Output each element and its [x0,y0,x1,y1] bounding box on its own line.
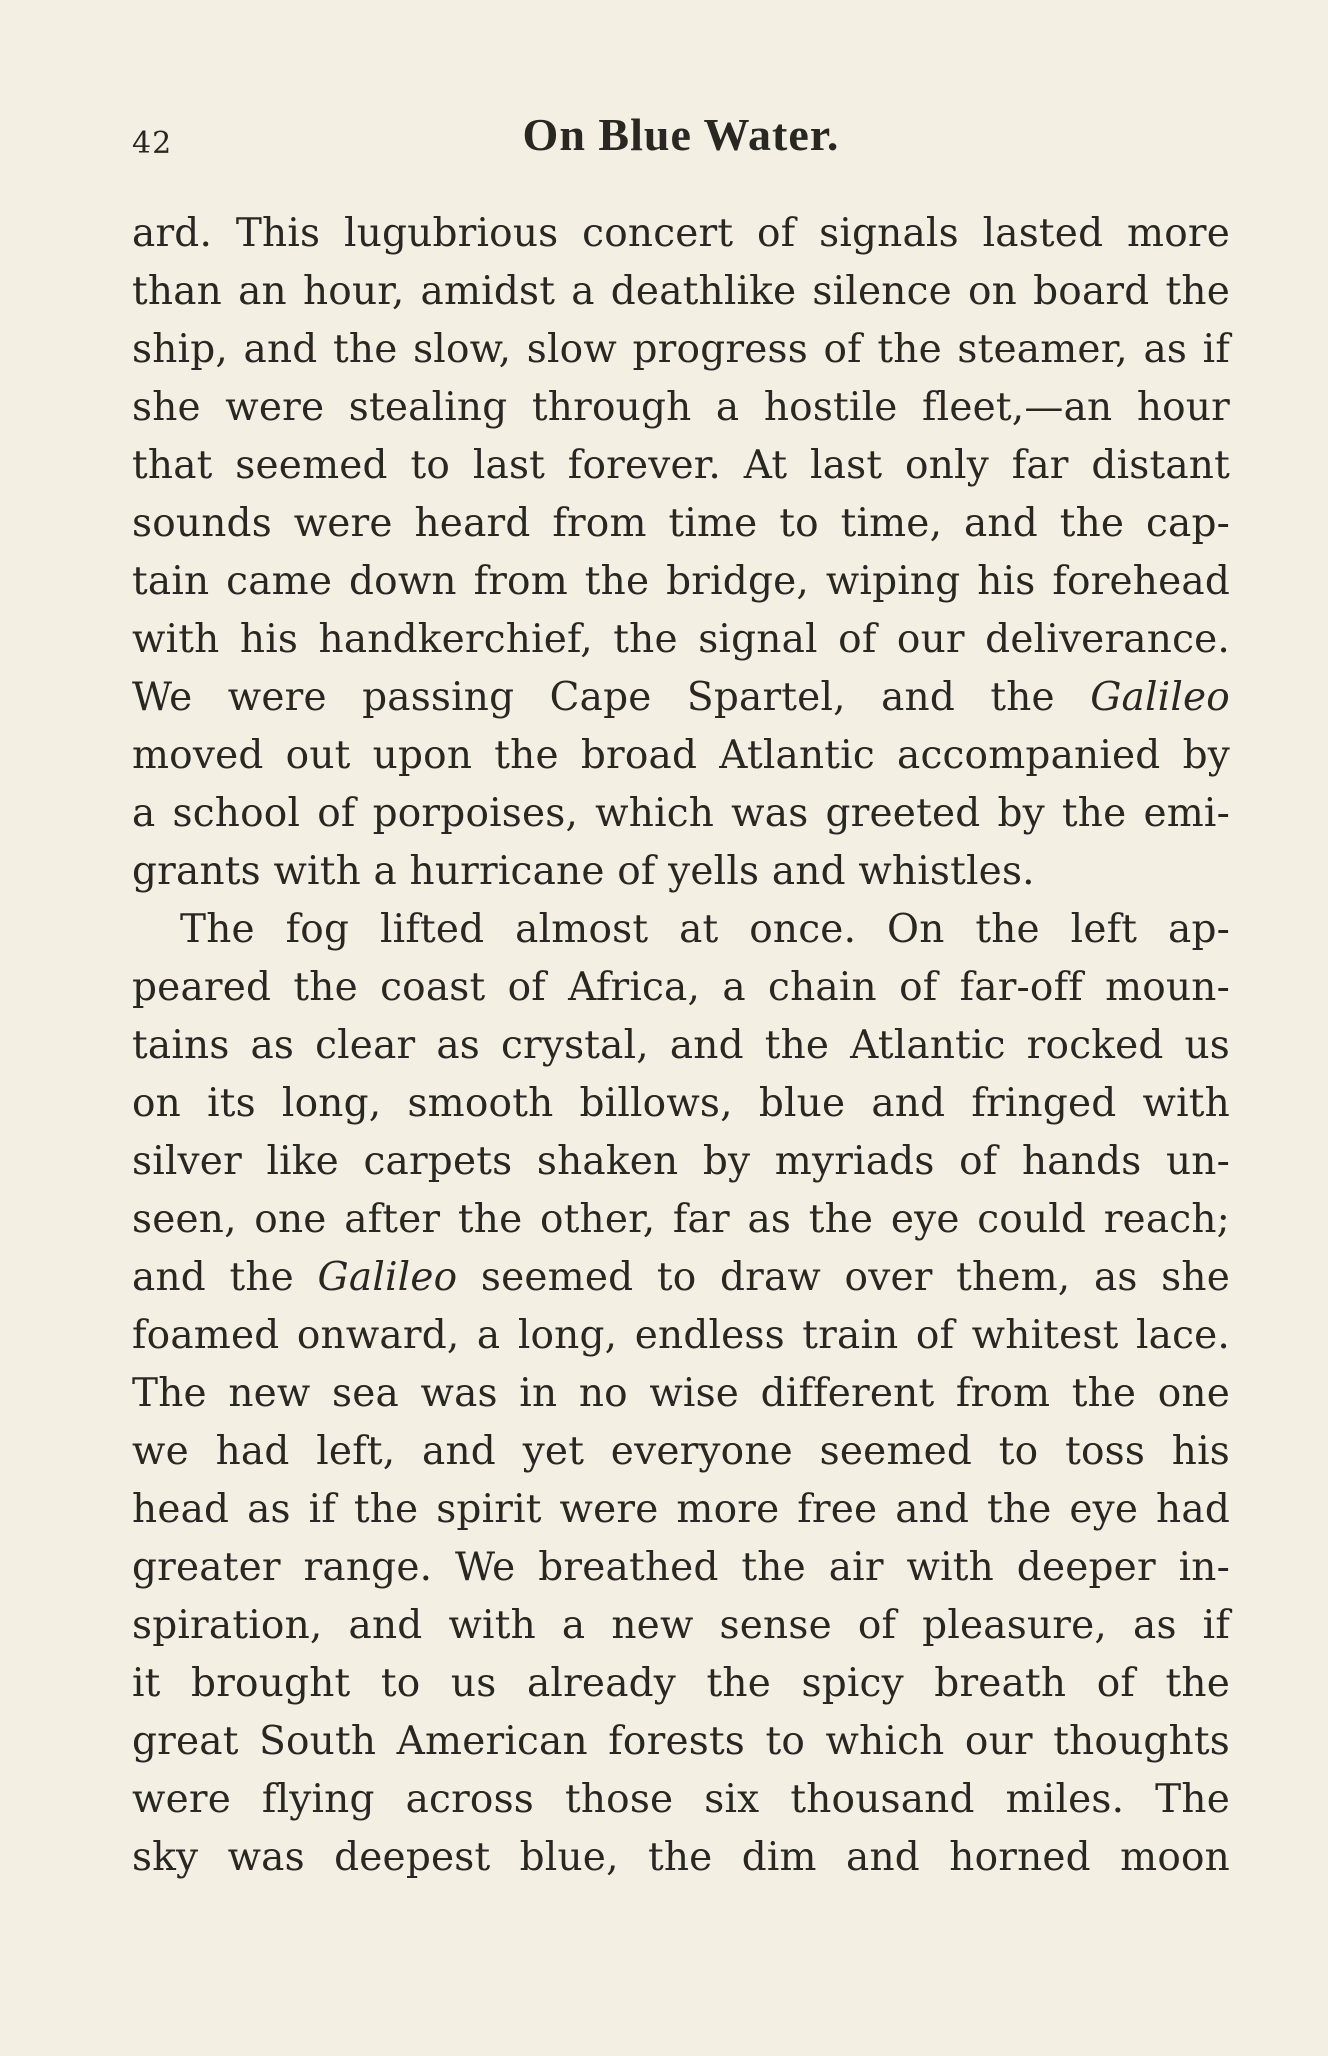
text-line: she were stealing through a hostile fleet,—an hour [132,385,1230,430]
text-line: head as if the spirit were more free and the eye had [132,1487,1230,1532]
text-line: ship, and the slow, slow progress of the steamer, as if [132,327,1230,372]
text-line: The new sea was in no wise different from the one [132,1371,1230,1416]
text-line: We were passing Cape Spartel, and the Galileo [132,675,1230,720]
text-line: tain came down from the bridge, wiping his forehead [132,559,1230,604]
text-line: sky was deepest blue, the dim and horned moon [132,1835,1230,1880]
text-line: grants with a hurricane of yells and whistles. [132,849,1035,894]
text-line: silver like carpets shaken by myriads of hands un- [132,1139,1230,1184]
text-line: than an hour, amidst a deathlike silence on board the [132,269,1230,314]
text-line: moved out upon the broad Atlantic accompanied by [132,733,1230,778]
text-line: ard. This lugubrious concert of signals lasted more [132,211,1230,256]
text-line: were flying across those six thousand miles. The [132,1777,1230,1822]
text-line: spiration, and with a new sense of pleasure, as if [132,1603,1230,1648]
text-line: tains as clear as crystal, and the Atlantic rocked us [132,1023,1230,1068]
text-line: it brought to us already the spicy breath of the [132,1661,1230,1706]
text-line: with his handkerchief, the signal of our deliverance. [132,617,1230,662]
text-line: and the Galileo seemed to draw over them, as she [132,1255,1230,1300]
text-line: The fog lifted almost at once. On the left ap- [180,907,1230,952]
ship-name: Galileo [317,1255,458,1300]
text-line: greater range. We breathed the air with deeper in- [132,1545,1230,1590]
text-line: foamed onward, a long, endless train of whitest lace. [132,1313,1230,1358]
text-line: a school of porpoises, which was greeted by the emi- [132,791,1230,836]
text-line: we had left, and yet everyone seemed to toss his [132,1429,1230,1474]
text-line: on its long, smooth billows, blue and fringed with [132,1081,1230,1126]
text-line: that seemed to last forever. At last only far distant [132,443,1230,488]
ship-name: Galileo [1090,675,1230,720]
page-header [132,108,1230,168]
text-line: sounds were heard from time to time, and the cap- [132,501,1230,546]
running-title: On Blue Water. [522,109,840,160]
page-number: 42 [132,126,173,161]
text-line: peared the coast of Africa, a chain of far-off moun- [132,965,1230,1010]
body-text [132,205,1230,1887]
text-line: seen, one after the other, far as the eye could reach; [132,1197,1230,1242]
text-line: great South American forests to which our thoughts [132,1719,1230,1764]
